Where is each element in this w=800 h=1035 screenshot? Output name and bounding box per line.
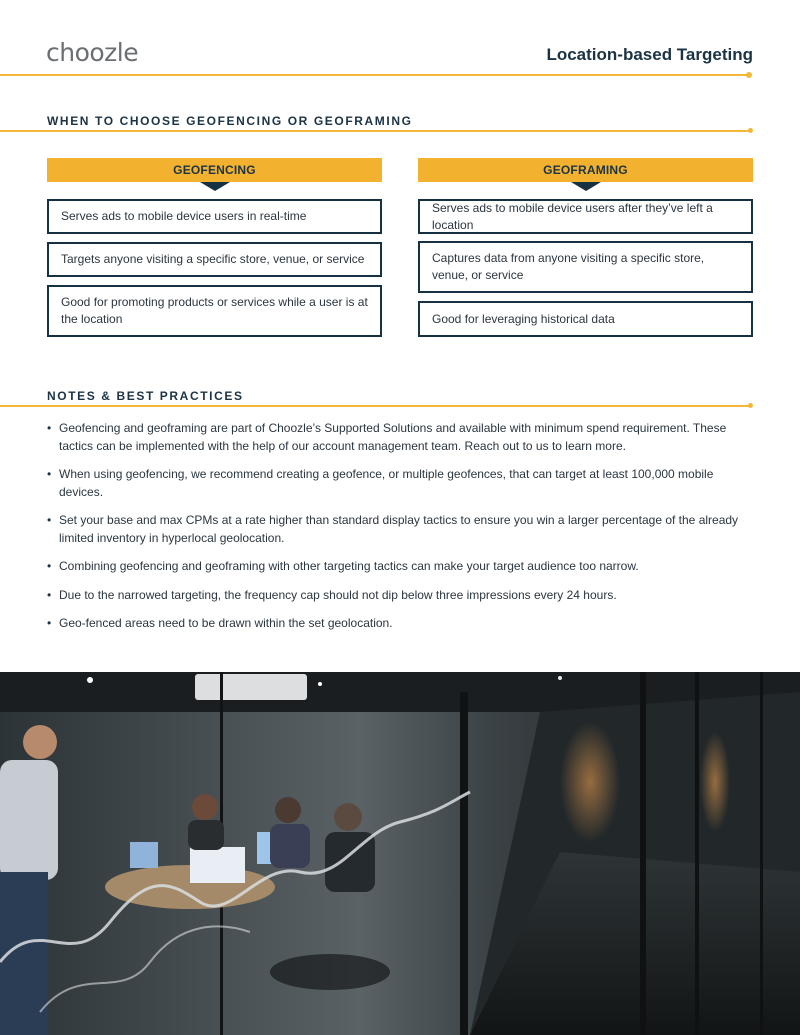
geoframing-column — [418, 158, 753, 326]
list-item: • Combining geofencing and geoframing with other targeting tactics can make your target audience too narrow. — [47, 558, 757, 576]
comparison-divider — [0, 130, 750, 132]
geofencing-label: GEOFENCING — [173, 163, 256, 177]
geoframing-card: Captures data from anyone visiting a specific store, venue, or service — [418, 241, 753, 293]
list-item: • Geofencing and geoframing are part of Choozle’s Supported Solutions and available with minimum spend requirement. These tactics can be implemented with the help of our account management team. Reach out to us to learn more. — [47, 420, 757, 455]
geofencing-card: Good for promoting products or services while a user is at the location — [47, 285, 382, 337]
geoframing-card: Good for leveraging historical data — [418, 301, 753, 337]
office-photo-illustration — [0, 672, 800, 1035]
comparison-heading: WHEN TO CHOOSE GEOFENCING OR GEOFRAMING — [47, 114, 413, 128]
notes-divider — [0, 405, 750, 407]
notes-list — [47, 420, 757, 644]
geofencing-column — [47, 158, 382, 326]
geoframing-label: GEOFRAMING — [543, 163, 628, 177]
document-title: Location-based Targeting — [546, 45, 753, 64]
down-arrow-icon — [571, 182, 601, 191]
down-arrow-icon — [200, 182, 230, 191]
list-item: • Due to the narrowed targeting, the frequency cap should not dip below three impressions every 24 hours. — [47, 587, 757, 605]
divider-dot — [746, 72, 752, 78]
list-item: • When using geofencing, we recommend creating a geofence, or multiple geofences, that can target at least 100,000 mobile devices. — [47, 466, 757, 501]
geofencing-card: Serves ads to mobile device users in real-time — [47, 199, 382, 234]
list-item: • Geo-fenced areas need to be drawn within the set geolocation. — [47, 615, 757, 633]
geoframing-card: Serves ads to mobile device users after they’ve left a location — [418, 199, 753, 234]
divider-dot — [748, 403, 753, 408]
choozle-logo: choozle — [46, 38, 139, 67]
divider-dot — [748, 128, 753, 133]
geoframing-header — [418, 158, 753, 182]
header-divider — [0, 74, 749, 76]
notes-heading: NOTES & BEST PRACTICES — [47, 389, 244, 403]
geofencing-card: Targets anyone visiting a specific store, venue, or service — [47, 242, 382, 277]
list-item: • Set your base and max CPMs at a rate higher than standard display tactics to ensure you win a larger percentage of the already limited inventory in hyperlocal geolocation. — [47, 512, 757, 547]
geofencing-header — [47, 158, 382, 182]
office-meeting-photo — [0, 672, 800, 1035]
